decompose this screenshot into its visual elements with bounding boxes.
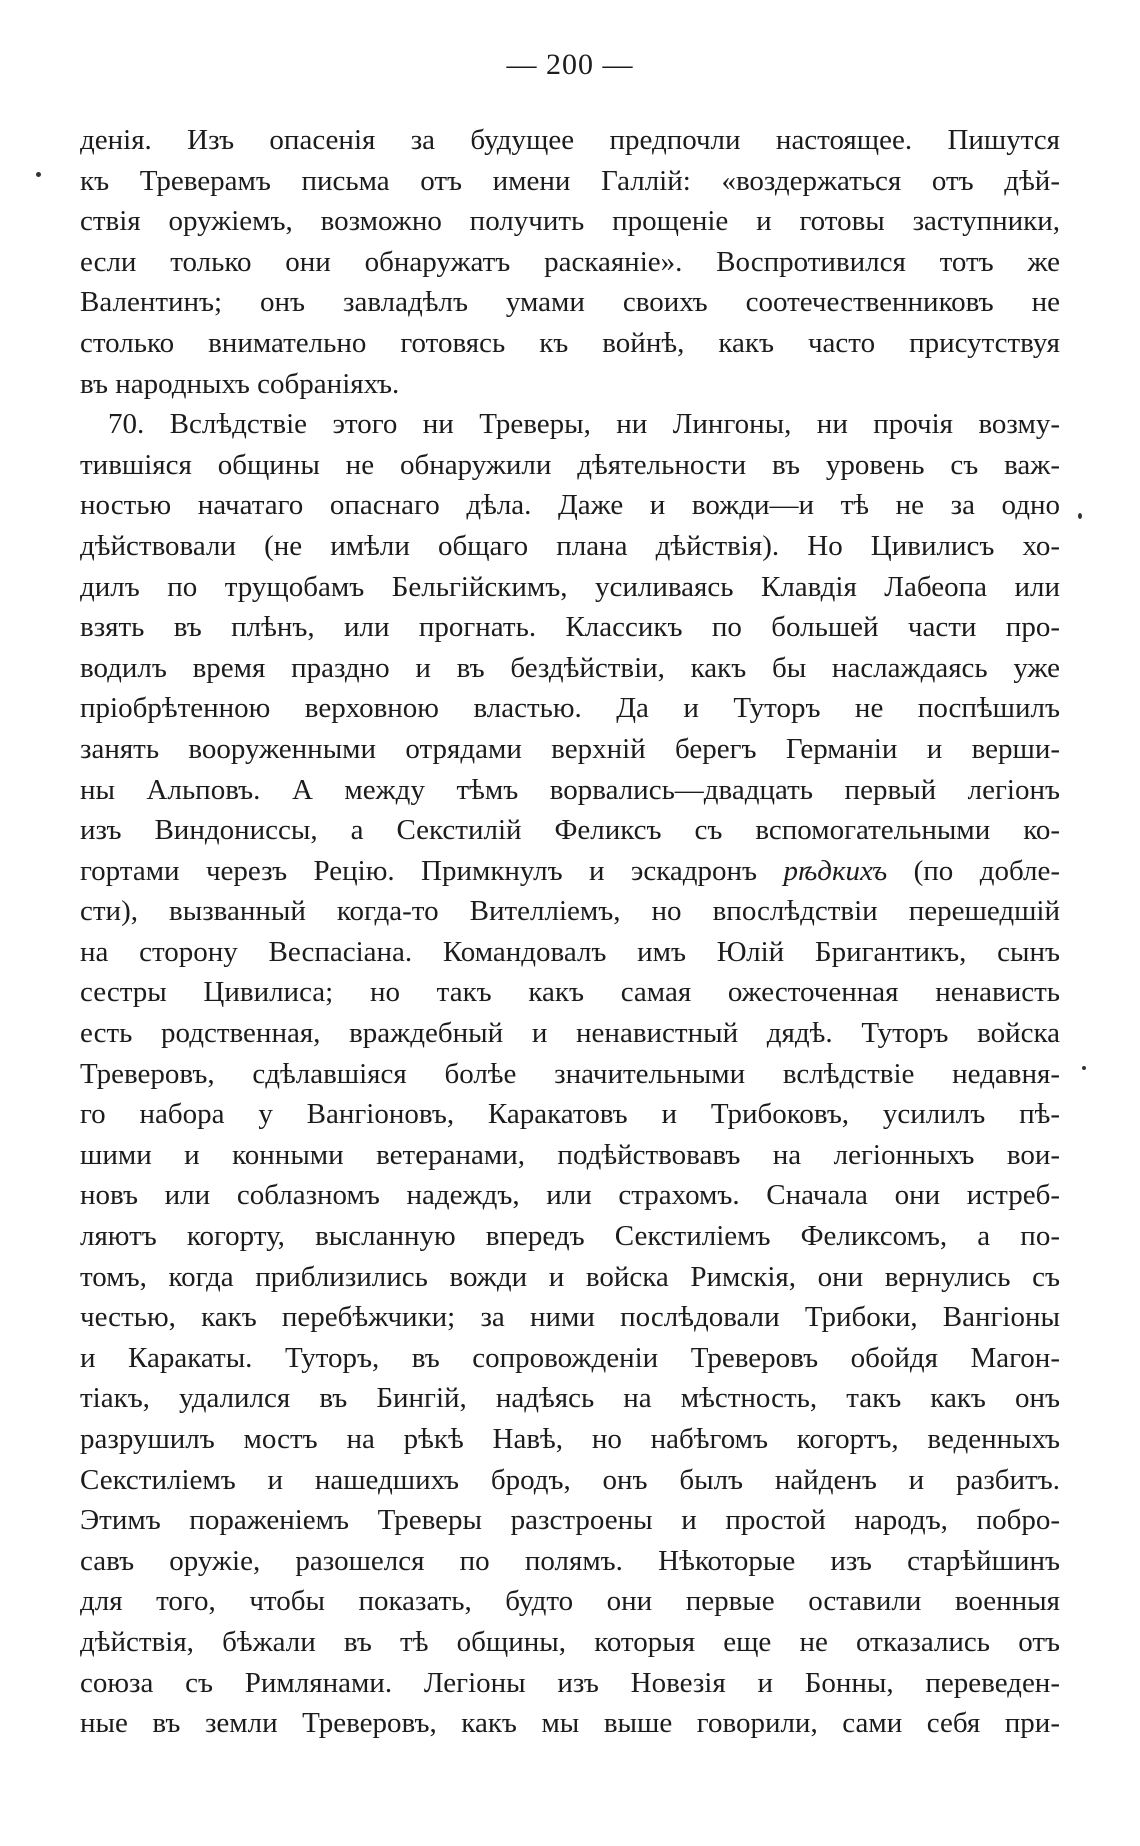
text-line: ляютъ когорту, высланную впередъ Секстиліемъ Феликсомъ, а по- — [80, 1220, 1060, 1253]
margin-speck — [36, 172, 41, 177]
text-line: союза съ Римлянами. Легіоны изъ Новезія и Бонны, переведен- — [80, 1666, 1060, 1699]
text-line: шими и конными ветеранами, подѣйствовавъ на легіонныхъ вои- — [80, 1138, 1060, 1171]
italic-word: рѣдкихъ — [783, 854, 888, 887]
text-line: къ Треверамъ письма отъ имени Галлій: «воздержаться отъ дѣй- — [80, 164, 1060, 197]
text-line-with-italic — [80, 851, 1060, 892]
text-segment: (по добле- — [887, 854, 1060, 887]
text-line: пріобрѣтенною верховною властью. Да и Туторъ не поспѣшилъ — [80, 692, 1060, 725]
text-line: ностью начатаго опаснаго дѣла. Даже и вожди—и тѣ не за одно — [80, 489, 1060, 522]
text-line: если только они обнаружатъ раскаяніе». Воспротивился тотъ же — [80, 245, 1060, 278]
text-line: и Каракаты. Туторъ, въ сопровожденіи Треверовъ обойдя Магон- — [80, 1341, 1060, 1374]
text-line: есть родственная, враждебный и ненавистный дядѣ. Туторъ войска — [80, 1017, 1060, 1050]
text-line: водилъ время праздно и въ бездѣйствіи, какъ бы наслаждаясь уже — [80, 651, 1060, 684]
body-text — [80, 120, 1060, 1744]
text-line: ствія оружіемъ, возможно получить прощеніе и готовы заступники, — [80, 205, 1060, 238]
text-line: взять въ плѣнъ, или прогнать. Классикъ по большей части про- — [80, 611, 1060, 644]
text-line: на сторону Веспасіана. Командовалъ имъ Юлій Бригантикъ, сынъ — [80, 935, 1060, 968]
text-line: занять вооруженными отрядами верхній берегъ Германіи и верши- — [80, 732, 1060, 765]
text-line: ны Альповъ. А между тѣмъ ворвались—двадцать первый легіонъ — [80, 773, 1060, 806]
text-line: томъ, когда приблизились вожди и войска Римскія, они вернулись съ — [80, 1260, 1060, 1293]
text-line: Этимъ пораженіемъ Треверы разстроены и простой народъ, побро- — [80, 1504, 1060, 1537]
text-line: честью, какъ перебѣжчики; за ними послѣдовали Трибоки, Вангіоны — [80, 1301, 1060, 1334]
text-line: тіакъ, удалился въ Бингій, надѣясь на мѣстность, такъ какъ онъ — [80, 1382, 1060, 1415]
text-line: разрушилъ мостъ на рѣкѣ Навѣ, но набѣгомъ когортъ, веденныхъ — [80, 1423, 1060, 1455]
text-line: для того, чтобы показать, будто они первые оставили военныя — [80, 1585, 1060, 1618]
text-line: дѣйствовали (не имѣли общаго плана дѣйствія). Но Цивилисъ хо- — [80, 529, 1060, 562]
text-line: сестры Цивилиса; но такъ какъ самая ожесточенная ненависть — [80, 976, 1060, 1009]
text-line: столько внимательно готовясь къ войнѣ, какъ часто присутствуя — [80, 326, 1060, 359]
text-line: новъ или соблазномъ надеждъ, или страхомъ. Сначала они истреб- — [80, 1179, 1060, 1212]
text-line: савъ оружіе, разошелся по полямъ. Нѣкоторые изъ старѣйшинъ — [80, 1544, 1060, 1577]
text-line: дилъ по трущобамъ Бельгійскимъ, усиливаясь Клавдія Лабеопа или — [80, 570, 1060, 603]
margin-speck — [1078, 513, 1082, 519]
text-line: ные въ земли Треверовъ, какъ мы выше говорили, сами себя при- — [80, 1707, 1060, 1740]
text-line: въ народныхъ собраніяхъ. — [80, 367, 400, 400]
text-line: сти), вызванный когда-то Вителліемъ, но впослѣдствіи перешедшій — [80, 895, 1060, 928]
text-line: Валентинъ; онъ завладѣлъ умами своихъ соотечественниковъ не — [80, 286, 1060, 319]
text-line: Секстиліемъ и нашедшихъ бродъ, онъ былъ найденъ и разбитъ. — [80, 1463, 1060, 1496]
text-line: денія. Изъ опасенія за будущее предпочли настоящее. Пишутся — [80, 124, 1060, 156]
page-number: — 200 — — [506, 48, 634, 81]
text-segment: гортами черезъ Рецію. Примкнулъ и эскадронъ — [80, 854, 784, 887]
margin-speck — [1082, 1066, 1086, 1070]
text-line: Треверовъ, сдѣлавшіяся болѣе значительными вслѣдствіе недавня- — [80, 1057, 1060, 1090]
text-line: го набора у Вангіоновъ, Каракатовъ и Трибоковъ, усилилъ пѣ- — [80, 1098, 1060, 1131]
text-line: дѣйствія, бѣжали въ тѣ общины, которыя еще не отказались отъ — [80, 1625, 1060, 1658]
text-line: тившіяся общины не обнаружили дѣятельности въ уровень съ важ- — [80, 448, 1060, 481]
text-line: изъ Виндониссы, а Секстилій Феликсъ съ вспомогательными ко- — [80, 814, 1060, 847]
paragraph-start-line: 70. Вслѣдствіе этого ни Треверы, ни Лингоны, ни прочія возму- — [108, 408, 1060, 441]
